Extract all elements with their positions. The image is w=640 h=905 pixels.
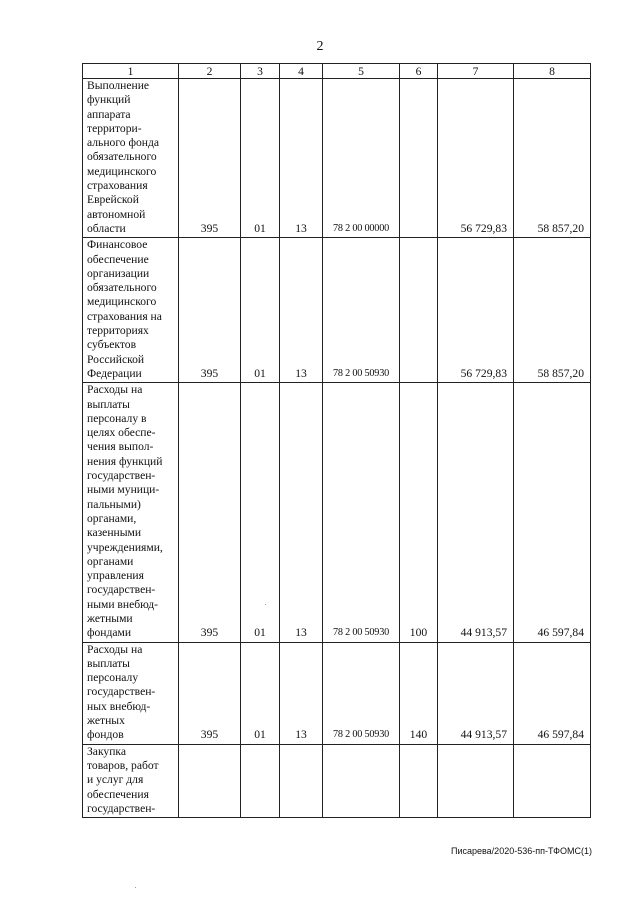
table-row [83, 79, 591, 238]
expense-type-cell [400, 744, 438, 817]
document-reference: Писарева/2020-536-пп-ТФОМС(1) [450, 846, 592, 856]
subsection-code-cell: 13 [280, 642, 323, 744]
header-col-8: 8 [514, 64, 591, 79]
expense-type-cell [400, 79, 438, 238]
section-code-cell [241, 744, 280, 817]
admin-code-cell: 395 [179, 642, 241, 744]
amount-year-1-cell [438, 744, 514, 817]
amount-year-1-cell: 56 729,83 [438, 238, 514, 383]
row-name-cell: Закупка товаров, работ и услуг для обеспечения государствен- [83, 744, 179, 817]
table-row [83, 744, 591, 817]
admin-code-cell [179, 744, 241, 817]
target-article-cell: 78 2 00 50930 [323, 383, 400, 642]
section-code-cell: 01 [241, 79, 280, 238]
scan-speck [265, 604, 266, 605]
amount-year-2-cell: 58 857,20 [514, 79, 591, 238]
amount-year-2-cell [514, 744, 591, 817]
header-col-7: 7 [438, 64, 514, 79]
expense-type-cell: 100 [400, 383, 438, 642]
amount-year-2-cell: 46 597,84 [514, 383, 591, 642]
amount-year-2-cell: 46 597,84 [514, 642, 591, 744]
table-row [83, 642, 591, 744]
header-col-1: 1 [83, 64, 179, 79]
header-col-4: 4 [280, 64, 323, 79]
subsection-code-cell: 13 [280, 79, 323, 238]
admin-code-cell: 395 [179, 238, 241, 383]
header-col-3: 3 [241, 64, 280, 79]
row-name-cell: Финансовое обеспечение организации обязательного медицинского страхования на территориях субъектов Российской Федерации [83, 238, 179, 383]
admin-code-cell: 395 [179, 79, 241, 238]
expense-type-cell [400, 238, 438, 383]
row-name-cell: Расходы на выплаты персоналу в целях обеспе- чения выпол- нения функций государствен- ными муници- пальными) органами, казенными учреждениями, органами управления государствен- ными внебюд- жетными фондами [83, 383, 179, 642]
table-row [83, 238, 591, 383]
header-col-5: 5 [323, 64, 400, 79]
section-code-cell: 01 [241, 238, 280, 383]
admin-code-cell: 395 [179, 383, 241, 642]
subsection-code-cell: 13 [280, 383, 323, 642]
header-col-6: 6 [400, 64, 438, 79]
amount-year-1-cell: 56 729,83 [438, 79, 514, 238]
target-article-cell: 78 2 00 50930 [323, 642, 400, 744]
header-col-2: 2 [179, 64, 241, 79]
target-article-cell: 78 2 00 00000 [323, 79, 400, 238]
section-code-cell: 01 [241, 383, 280, 642]
subsection-code-cell: 13 [280, 238, 323, 383]
row-name-cell: Расходы на выплаты персоналу государствен- ных внебюд- жетных фондов [83, 642, 179, 744]
section-code-cell: 01 [241, 642, 280, 744]
subsection-code-cell [280, 744, 323, 817]
expense-type-cell: 140 [400, 642, 438, 744]
row-name-cell: Выполнение функций аппарата территори- ального фонда обязательного медицинского страхования Еврейской автономной области [83, 79, 179, 238]
target-article-cell: 78 2 00 50930 [323, 238, 400, 383]
amount-year-1-cell: 44 913,57 [438, 642, 514, 744]
target-article-cell [323, 744, 400, 817]
table-row [83, 383, 591, 642]
budget-table [82, 63, 591, 818]
amount-year-1-cell: 44 913,57 [438, 383, 514, 642]
page-number: 2 [316, 39, 324, 54]
amount-year-2-cell: 58 857,20 [514, 238, 591, 383]
scan-speck [135, 887, 136, 888]
header-row [83, 64, 591, 79]
